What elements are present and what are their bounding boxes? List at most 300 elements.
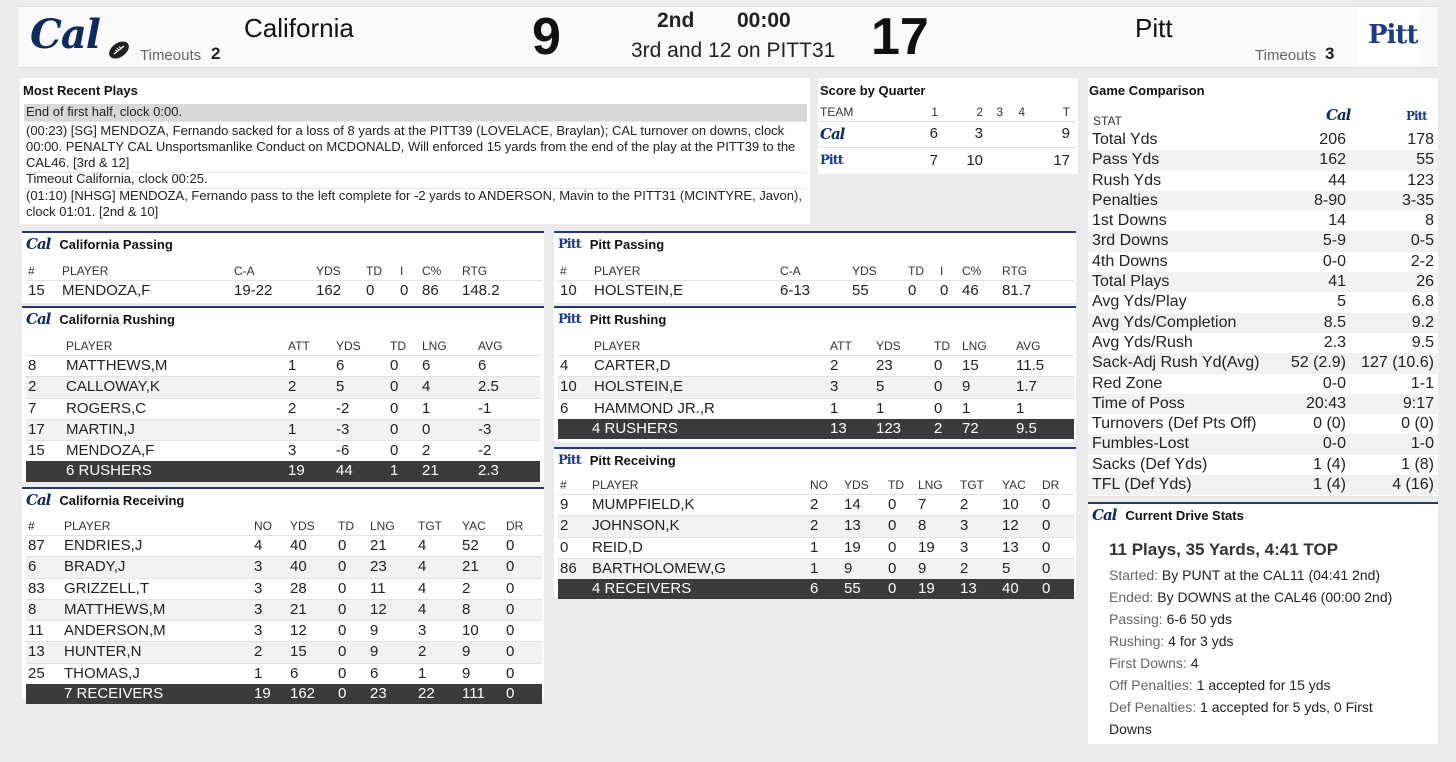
cell: 1 [286,356,334,377]
away-score: 17 [871,8,929,66]
cell: 10 [558,281,592,302]
cell: 2 [26,377,64,398]
california-receiving-header [26,493,184,508]
cell: 0 [932,356,960,377]
drive-started [1109,567,1380,583]
cell: 13 [26,642,62,663]
cell: 3 [416,621,460,642]
comparison-row [1088,231,1438,251]
cell: 14 [842,495,886,516]
comparison-stat-label: Sacks (Def Yds) [1092,455,1208,473]
comparison-cal-value: 5 [1337,293,1346,311]
comparison-row [1088,130,1438,150]
cell: MENDOZA,F [64,441,286,462]
col-q1: 1 [931,105,938,119]
cell: 0 [932,398,960,419]
cell: 0 [388,441,420,462]
comparison-stat-label: Sack-Adj Rush Yd(Avg) [1088,353,1278,373]
col-yds: YDS [876,339,901,353]
pitt-q2-score: 10 [938,148,983,174]
home-timeouts-value: 2 [211,44,221,63]
cell: 0 [1040,579,1074,599]
cell: 9 [368,621,416,642]
cell: 52 [460,536,504,557]
cell: 4 RECEIVERS [558,579,808,599]
cell: 0 [886,558,916,579]
comparison-stat-label: Rush Yds [1092,171,1162,189]
most-recent-plays-panel [20,78,810,224]
drive-def-penalties-value: 1 accepted for 5 yds, 0 First [1200,699,1373,715]
cell: 0 [336,578,368,599]
cell: 12 [288,621,336,642]
comparison-stat-label: Time of Poss [1088,394,1278,414]
col-player: PLAYER [592,478,639,492]
drive-first-downs [1109,655,1198,671]
col-number: # [560,264,567,278]
comparison-pitt-value: 123 [1407,171,1434,189]
pitt-rushing-header [558,312,666,327]
col-player: PLAYER [62,264,109,278]
cell: 4 [252,536,288,557]
comparison-row [1088,292,1438,312]
col-td: TD [338,519,354,533]
cell: 162 [288,684,336,704]
cell: 8 [26,599,62,620]
california-rushing-title: California Rushing [59,312,175,327]
cell: 0 [504,578,542,599]
cell: 2 [958,558,1000,579]
comparison-row [1088,455,1438,475]
cell: 1 [1014,398,1074,419]
cell: 19 [916,537,958,558]
col-team: TEAM [820,105,854,119]
col-tgt: TGT [418,519,442,533]
cell: 0 [388,419,420,440]
drive-ended [1109,589,1392,605]
cell: MUMPFIELD,K [590,495,808,516]
comparison-cal-value: 2.3 [1323,333,1346,351]
cell: 13 [842,516,886,537]
table-row [26,356,540,377]
cell: 0 [504,599,542,620]
comparison-stat-label: 3rd Downs [1088,231,1278,251]
comparison-pitt-value: 55 [1350,150,1438,170]
cell: 2 [286,398,334,419]
cell: 55 [850,281,906,302]
pitt-receiving-table [558,477,1074,599]
pitt-passing-panel [554,231,1076,303]
cell: ROGERS,C [64,398,286,419]
cell: 1 [416,663,460,684]
quarter-row-california [818,122,1076,148]
cell: 12 [1000,516,1040,537]
pitt-logo-small: Pitt [558,312,581,327]
cell: 7 [916,495,958,516]
cell: 0 [388,377,420,398]
comparison-stat-label: TFL (Def Yds) [1088,475,1278,495]
cell: 9 [960,377,1014,398]
comparison-pitt-value: 0 (0) [1401,415,1434,433]
drive-off-penalties-label: Off Penalties: [1109,677,1193,693]
cell: 2.5 [476,377,540,398]
pitt-rushing-panel [554,306,1076,442]
table-row [26,377,540,398]
cell: 0 [1040,495,1074,516]
cell: BRADY,J [62,557,252,578]
home-timeouts-label: Timeouts [140,47,202,64]
cell: 4 [416,557,460,578]
table-row [558,281,1074,302]
cell: 40 [1000,579,1040,599]
comparison-row [1088,211,1438,231]
cell: 12 [368,599,416,620]
drive-started-label: Started: [1109,567,1159,583]
california-passing-header [26,237,173,252]
drive-off-penalties [1109,677,1331,693]
cell: 0 [388,356,420,377]
cell: 0 [504,557,542,578]
comparison-stat-label: Turnovers (Def Pts Off) [1092,415,1257,433]
table-row [558,377,1074,398]
california-receiving-title: California Receiving [59,493,185,508]
cell: 0 [420,419,476,440]
comparison-pitt-value: 0-5 [1350,231,1438,251]
comparison-pitt-value: 9.5 [1411,333,1434,351]
cell: 28 [288,578,336,599]
cell: 86 [558,558,590,579]
cell: 9 [916,558,958,579]
comparison-row [1088,252,1438,272]
cell: 3 [252,621,288,642]
col-yds: YDS [336,339,361,353]
cell: 1 [286,419,334,440]
cell: 10 [1000,495,1040,516]
comparison-cal-value: 1 (4) [1278,475,1350,495]
comparison-stat-label: Total Plays [1088,272,1278,292]
cell: 8 [460,599,504,620]
cell: 0 [906,281,938,302]
cell: HOLSTEIN,E [592,377,828,398]
drive-rushing-value: 4 for 3 yds [1168,633,1234,649]
cell: 15 [960,356,1014,377]
comparison-pitt-value: 178 [1407,131,1434,148]
pitt-rushing-title: Pitt Rushing [589,312,667,327]
col-rtg: RTG [1002,264,1028,278]
cell: 0 [336,621,368,642]
cell: 1 [808,537,842,558]
cell: 19 [252,684,288,704]
comparison-pitt-value: 4 (16) [1350,475,1438,495]
comparison-stat-label: Red Zone [1092,374,1163,392]
cell: 0 [398,281,420,302]
play-item: End of first half, clock 0:00. [24,104,807,122]
cell: 1 [874,398,932,419]
drive-first-downs-label: First Downs: [1109,655,1187,671]
cell: 6 [558,398,592,419]
drive-def-penalties-label: Def Penalties: [1109,699,1197,715]
cell: 0 [1040,516,1074,537]
cell: 4 [558,356,592,377]
col-lng: LNG [918,478,943,492]
cell: -3 [334,419,388,440]
cell: 0 [886,516,916,537]
cell: 0 [504,663,542,684]
pitt-logo-box [1358,7,1420,67]
cell: 2 [558,516,590,537]
table-row [26,621,542,642]
table-row [26,536,542,557]
col-yds: YDS [290,519,315,533]
cell: 6 [26,557,62,578]
col-yds: YDS [844,478,869,492]
cell: 0 [336,536,368,557]
cell: 0 [336,642,368,663]
pitt-logo-small: Pitt [558,453,581,468]
drive-summary: 11 Plays, 35 Yards, 4:41 TOP [1109,540,1339,559]
col-total: T [1062,105,1070,119]
cell: 11 [368,578,416,599]
cell: 13 [1000,537,1040,558]
cell: HAMMOND JR.,R [592,398,828,419]
col-number: # [560,478,567,492]
cell: 162 [314,281,364,302]
drive-off-penalties-value: 1 accepted for 15 yds [1196,677,1331,693]
cell: 2 [416,642,460,663]
cell: HUNTER,N [62,642,252,663]
cell: 2 [932,419,960,439]
pitt-logo-small: Pitt [1406,109,1427,123]
cell: 9 [558,495,590,516]
cell: 81.7 [1000,281,1074,302]
table-row [558,356,1074,377]
cell: 1 [960,398,1014,419]
drive-ended-value: By DOWNS at the CAL46 (00:00 2nd) [1157,589,1393,605]
california-logo-small: Cal [26,235,51,253]
cell: -2 [334,398,388,419]
col-int: I [400,264,404,278]
table-total-row [558,419,1074,439]
play-item: (00:23) [SG] MENDOZA, Fernando sacked for a loss of 8 yards at the PITT39 (LOVELACE, Braylan); CAL turnover on downs, clock 00:00. PENALTY CAL Unsportsmanlike Conduct on MCDONALD, Will enforced 15 yards from the end of the play at the PITT39 to the CAL46. [3rd & 12] [24,123,806,173]
cell: 6 [334,356,388,377]
cell: 5 [334,377,388,398]
quarter-row-pitt [818,148,1076,174]
cell: 4 [420,377,476,398]
table-total-row [26,684,542,704]
table-row [26,642,542,663]
cell: MENDOZA,F [60,281,232,302]
drive-first-downs-value: 4 [1190,655,1199,671]
col-avg: AVG [1016,339,1041,353]
cell: 4 [416,536,460,557]
away-timeouts-value: 3 [1325,44,1335,63]
cell: 0 [364,281,398,302]
cell: ANDERSON,M [62,621,252,642]
cell: 40 [288,536,336,557]
score-by-quarter-title: Score by Quarter [820,83,926,98]
cell: 0 [886,537,916,558]
cell: 6 [476,356,540,377]
cell: 21 [288,599,336,620]
cell: 9 [460,663,504,684]
cell: 1 [828,398,874,419]
col-no: NO [254,519,272,533]
comparison-pitt-value: 127 (10.6) [1350,353,1438,373]
score-by-quarter-table [818,104,1076,174]
cell: 2 [808,516,842,537]
cell: 4 [416,599,460,620]
table-row [26,599,542,620]
california-passing-title: California Passing [59,237,173,252]
cell: 0 [336,684,368,704]
cal-q4-score [1003,122,1025,148]
football-icon [106,39,132,66]
pitt-total-score: 17 [1025,148,1076,174]
comparison-cal-value: 14 [1328,212,1346,230]
california-logo-small: Cal [820,124,845,143]
cell: 10 [460,621,504,642]
cell: REID,D [590,537,808,558]
home-score: 9 [532,8,561,66]
cell: 0 [938,281,960,302]
game-clock: 00:00 [737,9,791,32]
comparison-row [1088,272,1438,292]
table-row [558,537,1074,558]
cell: GRIZZELL,T [62,578,252,599]
table-row [558,495,1074,516]
california-rushing-panel [22,306,544,482]
comparison-row [1088,374,1438,394]
col-player: PLAYER [64,519,111,533]
cell: 4 [416,578,460,599]
cell: -2 [476,441,540,462]
pitt-logo: Pitt [1368,20,1418,50]
cell: 5 [1000,558,1040,579]
comparison-row [1088,150,1438,170]
california-rushing-header [26,312,175,327]
pitt-receiving-header [558,453,676,468]
comparison-row [1088,171,1438,191]
col-att: ATT [288,339,310,353]
comparison-cal-value: 8-90 [1278,191,1350,211]
game-comparison-table [1088,130,1438,495]
col-td: TD [390,339,406,353]
cell: 3 [252,599,288,620]
cell: THOMAS,J [62,663,252,684]
col-yds: YDS [316,264,341,278]
cell: 19-22 [232,281,314,302]
cell: 6 [368,663,416,684]
cell: 2 [808,495,842,516]
comparison-row [1088,313,1438,333]
drive-def-penalties [1109,699,1373,715]
col-ca: C-A [780,264,801,278]
cell: 0 [336,663,368,684]
cal-total-score: 9 [1025,122,1076,148]
comparison-cal-value: 5-9 [1278,231,1350,251]
pitt-q1-score: 7 [918,148,938,174]
play-item: Timeout California, clock 00:25. [24,171,806,189]
cell: 111 [460,684,504,704]
most-recent-plays-title: Most Recent Plays [23,83,138,98]
california-logo: Cal [30,11,100,58]
game-comparison-panel [1088,78,1438,496]
cell: JOHNSON,K [590,516,808,537]
col-lng: LNG [962,339,987,353]
cell: 6 [808,579,842,599]
comparison-pitt-value: 1-0 [1350,434,1438,454]
cell: 19 [286,461,334,481]
cell: HOLSTEIN,E [592,281,778,302]
cell: CARTER,D [592,356,828,377]
cell: 25 [26,663,62,684]
cal-q1-score: 6 [918,122,938,148]
cell: 0 [504,536,542,557]
comparison-cal-value: 20:43 [1278,394,1350,414]
cal-q2-score: 3 [938,122,983,148]
comparison-row [1088,394,1438,414]
drive-passing-value: 6-6 50 yds [1166,611,1232,627]
comparison-row [1088,333,1438,353]
comparison-cal-value: 8.5 [1278,313,1350,333]
table-row [26,419,540,440]
comparison-row [1088,475,1438,495]
cell: 72 [960,419,1014,439]
table-row [26,398,540,419]
cell: -3 [476,419,540,440]
cell: 0 [1040,558,1074,579]
comparison-row [1088,191,1438,211]
california-passing-table [26,263,542,301]
pitt-q4-score [1003,148,1025,174]
table-total-row [26,461,540,481]
pitt-receiving-title: Pitt Receiving [589,453,676,468]
cell: CALLOWAY,K [64,377,286,398]
comparison-stat-label: Avg Yds/Completion [1088,313,1278,333]
col-td: TD [934,339,950,353]
table-row [26,281,542,302]
col-int: I [940,264,944,278]
comparison-cal-value: 44 [1328,171,1346,189]
table-row [26,578,542,599]
cell: BARTHOLOMEW,G [590,558,808,579]
cell: 1 [252,663,288,684]
cell: 0 [504,642,542,663]
cell: 2.3 [476,461,540,481]
cell: 3 [958,537,1000,558]
cell: MATTHEWS,M [64,356,286,377]
cell: 3 [958,516,1000,537]
comparison-stat-label: Fumbles-Lost [1088,434,1278,454]
cell: 19 [916,579,958,599]
comparison-pitt-value: 6.8 [1411,293,1434,311]
cal-q3-score [983,122,1003,148]
california-passing-panel [22,231,544,303]
california-receiving-panel [22,487,544,703]
cell: 1 [388,461,420,481]
comparison-row [1088,434,1438,454]
current-drive-header [1092,508,1244,523]
score-by-quarter-panel [818,78,1078,174]
comparison-pitt-value: 8 [1425,212,1434,230]
col-yac: YAC [1002,478,1026,492]
cell: 8 [26,356,64,377]
col-number: # [28,264,35,278]
cell: 83 [26,578,62,599]
col-q3: 3 [996,105,1003,119]
col-no: NO [810,478,828,492]
cell: 6-13 [778,281,850,302]
col-att: ATT [830,339,852,353]
